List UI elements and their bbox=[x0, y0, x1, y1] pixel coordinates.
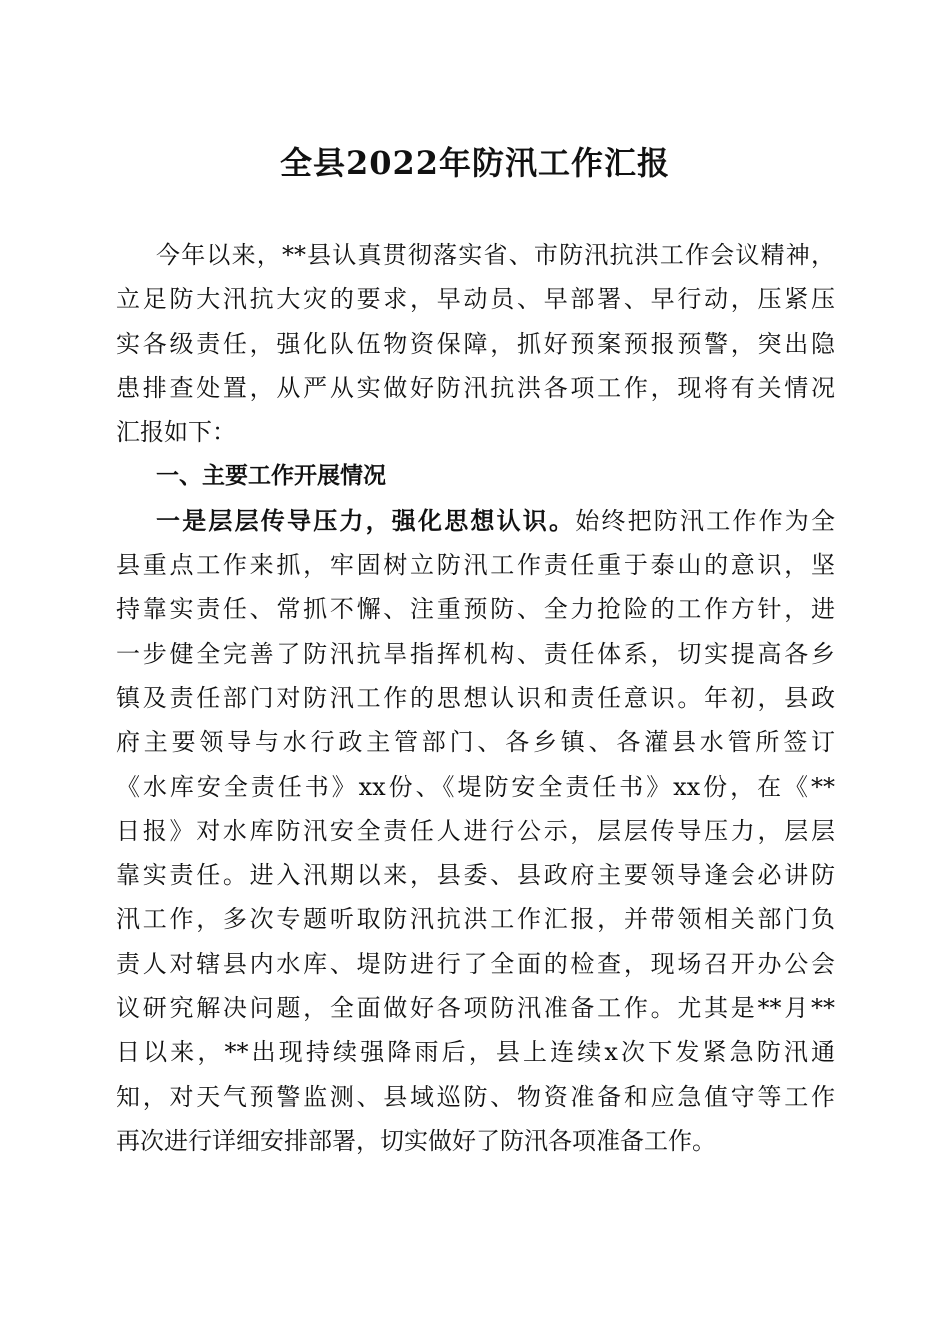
paragraph-line: 汛工作，多次专题听取防汛抗洪工作汇报，并带领相关部门负 bbox=[116, 905, 835, 934]
paragraph-line: 《水库安全责任书》xx份、《堤防安全责任书》xx份，在《** bbox=[116, 772, 835, 801]
paragraph-line: 靠实责任。进入汛期以来，县委、县政府主要领导逢会必讲防 bbox=[116, 861, 835, 890]
paragraph-line: 责人对辖县内水库、堤防进行了全面的检查，现场召开办公会 bbox=[116, 949, 835, 978]
paragraph-line: 府主要领导与水行政主管部门、各乡镇、各灌县水管所签订 bbox=[116, 728, 835, 757]
paragraph-text: 始终把防汛工作作为全 bbox=[575, 506, 836, 535]
paragraph-line: 实各级责任，强化队伍物资保障，抓好预案预报预警，突出隐 bbox=[116, 329, 835, 358]
paragraph-line: 立足防大汛抗大灾的要求，早动员、早部署、早行动，压紧压 bbox=[116, 285, 835, 314]
section-heading: 一、主要工作开展情况 bbox=[156, 463, 386, 490]
document-title: 全县2022年防汛工作汇报 bbox=[279, 144, 671, 182]
paragraph-section-1 bbox=[116, 499, 835, 1163]
paragraph-line: 镇及责任部门对防汛工作的思想认识和责任意识。年初，县政 bbox=[116, 683, 835, 712]
paragraph-line: 患排查处置，从严从实做好防汛抗洪各项工作，现将有关情况 bbox=[116, 373, 835, 402]
paragraph-line: 再次进行详细安排部署，切实做好了防汛各项准备工作。 bbox=[116, 1126, 716, 1155]
paragraph-line: 日报》对水库防汛安全责任人进行公示，层层传导压力，层层 bbox=[116, 816, 835, 845]
paragraph-line: 议研究解决问题，全面做好各项防汛准备工作。尤其是**月** bbox=[116, 994, 835, 1023]
paragraph-line: 今年以来，**县认真贯彻落实省、市防汛抗洪工作会议精神， bbox=[156, 241, 835, 269]
document-body bbox=[116, 233, 835, 1163]
paragraph-intro bbox=[116, 233, 835, 454]
paragraph-line: 汇报如下： bbox=[116, 418, 236, 447]
paragraph-line: 日以来，**出现持续强降雨后，县上连续x次下发紧急防汛通 bbox=[116, 1038, 835, 1067]
paragraph-line: 持靠实责任、常抓不懈、注重预防、全力抢险的工作方针，进 bbox=[116, 595, 835, 624]
paragraph-lead: 一是层层传导压力，强化思想认识。 bbox=[156, 505, 576, 535]
paragraph-line bbox=[116, 499, 835, 543]
paragraph-line: 县重点工作来抓，牢固树立防汛工作责任重于泰山的意识，坚 bbox=[116, 551, 835, 580]
paragraph-line: 一步健全完善了防汛抗旱指挥机构、责任体系，切实提高各乡 bbox=[116, 639, 835, 668]
paragraph-line: 知，对天气预警监测、县域巡防、物资准备和应急值守等工作 bbox=[116, 1082, 835, 1111]
